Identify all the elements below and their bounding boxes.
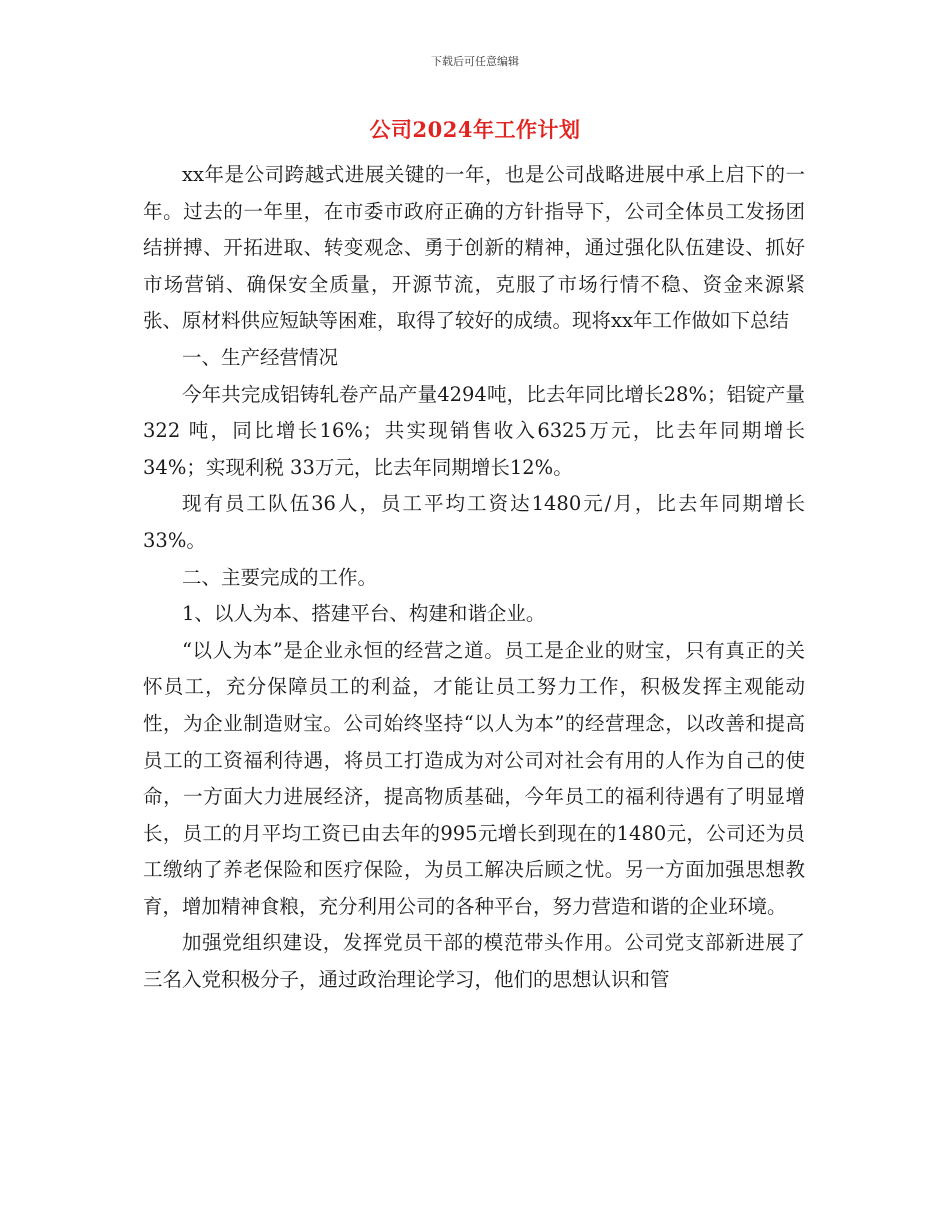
section-heading-production: 一、生产经营情况 [182, 345, 339, 369]
page-header-note: 下载后可任意编辑 [431, 55, 519, 68]
paragraph-production-output: 今年共完成铝铸轧卷产品产量4294吨，比去年同比增长28%；铝锭产量 322 吨，同比增长16%；共实现销售收入6325万元，比去年同期增长34%；实现利税 33万元，比去年同期增长12%。 [143, 382, 805, 479]
paragraph-people-oriented: “以人为本”是企业永恒的经营之道。员工是企业的财宝，只有真正的关怀员工，充分保障员工的利益，才能让员工努力工作，积极发挥主观能动性，为企业制造财宝。公司始终坚持“以人为本”的经营理念，以改善和提高员工的工资福利待遇，将员工打造成为对公司对社会有用的人作为自己的使命，一方面大力进展经济，提高物质基础，今年员工的福利待遇有了明显增长，员工的月平均工资已由去年的995元增长到现在的1480元，公司还为员工缴纳了养老保险和医疗保险，为员工解决后顾之忧。另一方面加强思想教育，增加精神食粮，充分利用公司的各种平台，努力营造和谐的企业环境。 [143, 638, 805, 918]
document-title: 公司2024年工作计划 [369, 117, 581, 142]
paragraph-intro: xx年是公司跨越式进展关键的一年，也是公司战略进展中承上启下的一年。过去的一年里，在市委市政府正确的方针指导下，公司全体员工发扬团结拼搏、开拓进取、转变观念、勇于创新的精神，通过强化队伍建设、抓好市场营销、确保安全质量，开源节流，克服了市场行情不稳、资金来源紧张、原材料供应短缺等困难，取得了较好的成绩。现将xx年工作做如下总结 [143, 163, 805, 333]
document-body [143, 157, 805, 999]
section-heading-main-work: 二、主要完成的工作。 [182, 565, 378, 589]
paragraph-staff: 现有员工队伍36人，员工平均工资达1480元/月，比去年同期增长33%。 [143, 492, 805, 552]
subsection-heading-people: 1、以人为本、搭建平台、构建和谐企业。 [182, 602, 546, 626]
paragraph-party-building: 加强党组织建设，发挥党员干部的模范带头作用。公司党支部新进展了三名入党积极分子，通过政治理论学习，他们的思想认识和管 [143, 931, 805, 992]
